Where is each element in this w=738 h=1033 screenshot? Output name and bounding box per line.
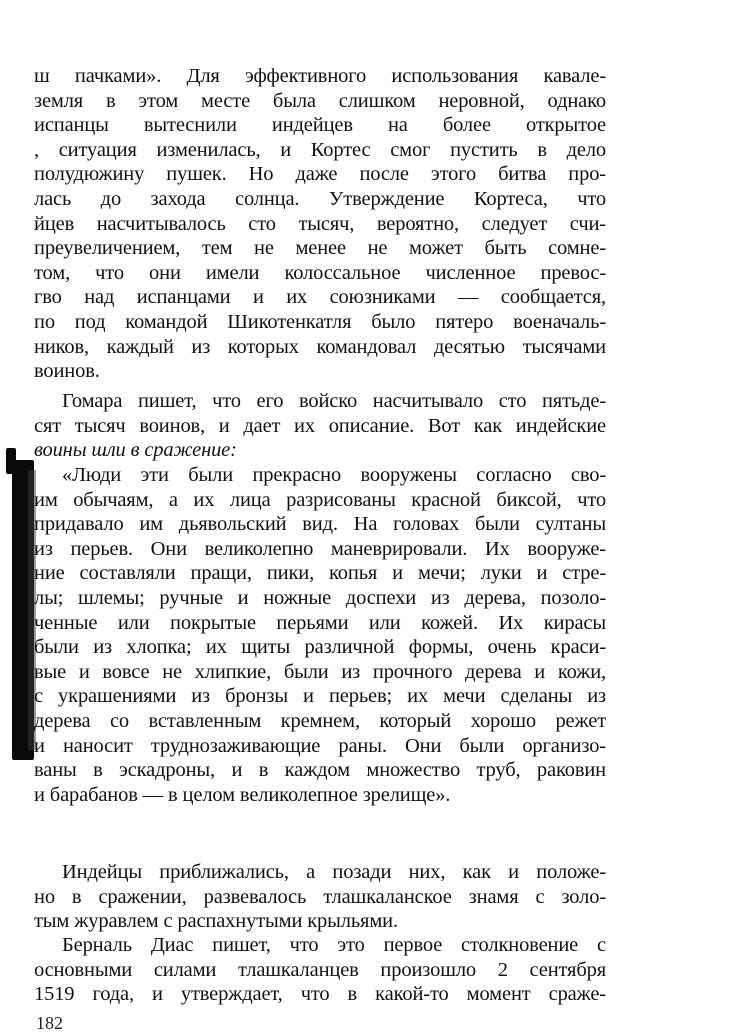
text-line: дерева со вставленным кремнем, который хорошо режет [34,709,606,732]
text-line: придавало им дьявольский вид. На головах были султаны [34,513,606,536]
text-line: полудюжину пушек. Но даже после этого битва про- [34,163,606,186]
text-line: 1519 года, и утверждает, что в какой-то момент сраже- [34,983,606,1006]
text-line: земля в этом месте была слишком неровной, однако [34,89,606,112]
text-line: испанцы вытеснили индейцев на более открытое [34,114,606,137]
paragraph-banner [34,860,606,934]
text-line: Индейцы приближались, а позади них, как и положе- [62,861,606,883]
text-line: ченные или покрытые перьями или кожей. Их кирасы [34,611,606,634]
text-line: и наносит труднозаживающие раны. Они были организо- [34,734,606,757]
text-line: «Люди эти были прекрасно вооружены согласно сво- [62,464,606,486]
text-line: с украшениями из бронзы и перьев; их мечи сделаны из [34,685,606,708]
text-line: из перьев. Они великолепно маневрировали. Их вооруже- [34,537,606,560]
text-line: лась до захода солнца. Утверждение Кортеса, что [34,187,606,210]
paragraph-quotation [34,463,606,807]
text-line: , ситуация изменилась, и Кортес смог пустить в дело [34,138,606,161]
text-line: вые и вовсе не хлипкие, были из прочного дерева и кожи, [34,660,606,683]
text-line: ш пачками». Для эффективного использования кавале- [34,65,606,87]
text-line: том, что они имели колоссальное численное превос- [34,261,606,284]
text-line: Гомара пишет, что его войско насчитывало сто пятьде- [62,390,606,412]
paragraph-battle-terrain [34,64,606,384]
text-line: и барабанов — в целом великолепное зрелище». [34,783,451,806]
text-line: ников, каждый из которых командовал десятью тысячами [34,335,606,358]
text-line: ние составляли пращи, пики, копья и мечи; луки и стре- [34,562,606,585]
text-line: тым журавлем с распахнутыми крыльями. [34,910,398,933]
paragraph-bernal-diaz [34,933,606,1007]
text-line: йцев насчитывалось сто тысяч, вероятно, следует счи- [34,212,606,235]
text-line: воины шли в сражение: [34,439,237,462]
text-line: лы; шлемы; ручные и ножные доспехи из дерева, позоло- [34,586,606,609]
text-line: ваны в эскадроны, и в каждом множество труб, раковин [34,759,606,782]
text-line: были из хлопка; их щиты различной формы, очень краси- [34,636,606,659]
text-line: основными силами тлашкаланцев произошло 2 сентября [34,958,606,981]
paragraph-gomara [34,389,606,463]
text-line: воинов. [34,360,100,383]
text-line: сят тысяч воинов, и дает их описание. Вот как индейские [34,414,606,437]
text-line: но в сражении, развевалось тлашкаланское знамя с золо- [34,885,606,908]
page-number: 182 [36,1013,63,1033]
text-line: им обычаям, а их лица разрисованы красной биксой, что [34,488,606,511]
text-line: преувеличением, тем не менее не может быть сомне- [34,237,606,260]
text-line: по под командой Шикотенкатля было пятеро военачаль- [34,310,606,333]
text-line: Берналь Диас пишет, что это первое столкновение с [62,934,606,956]
text-line: гво над испанцами и их союзниками — сообщается, [34,286,606,309]
